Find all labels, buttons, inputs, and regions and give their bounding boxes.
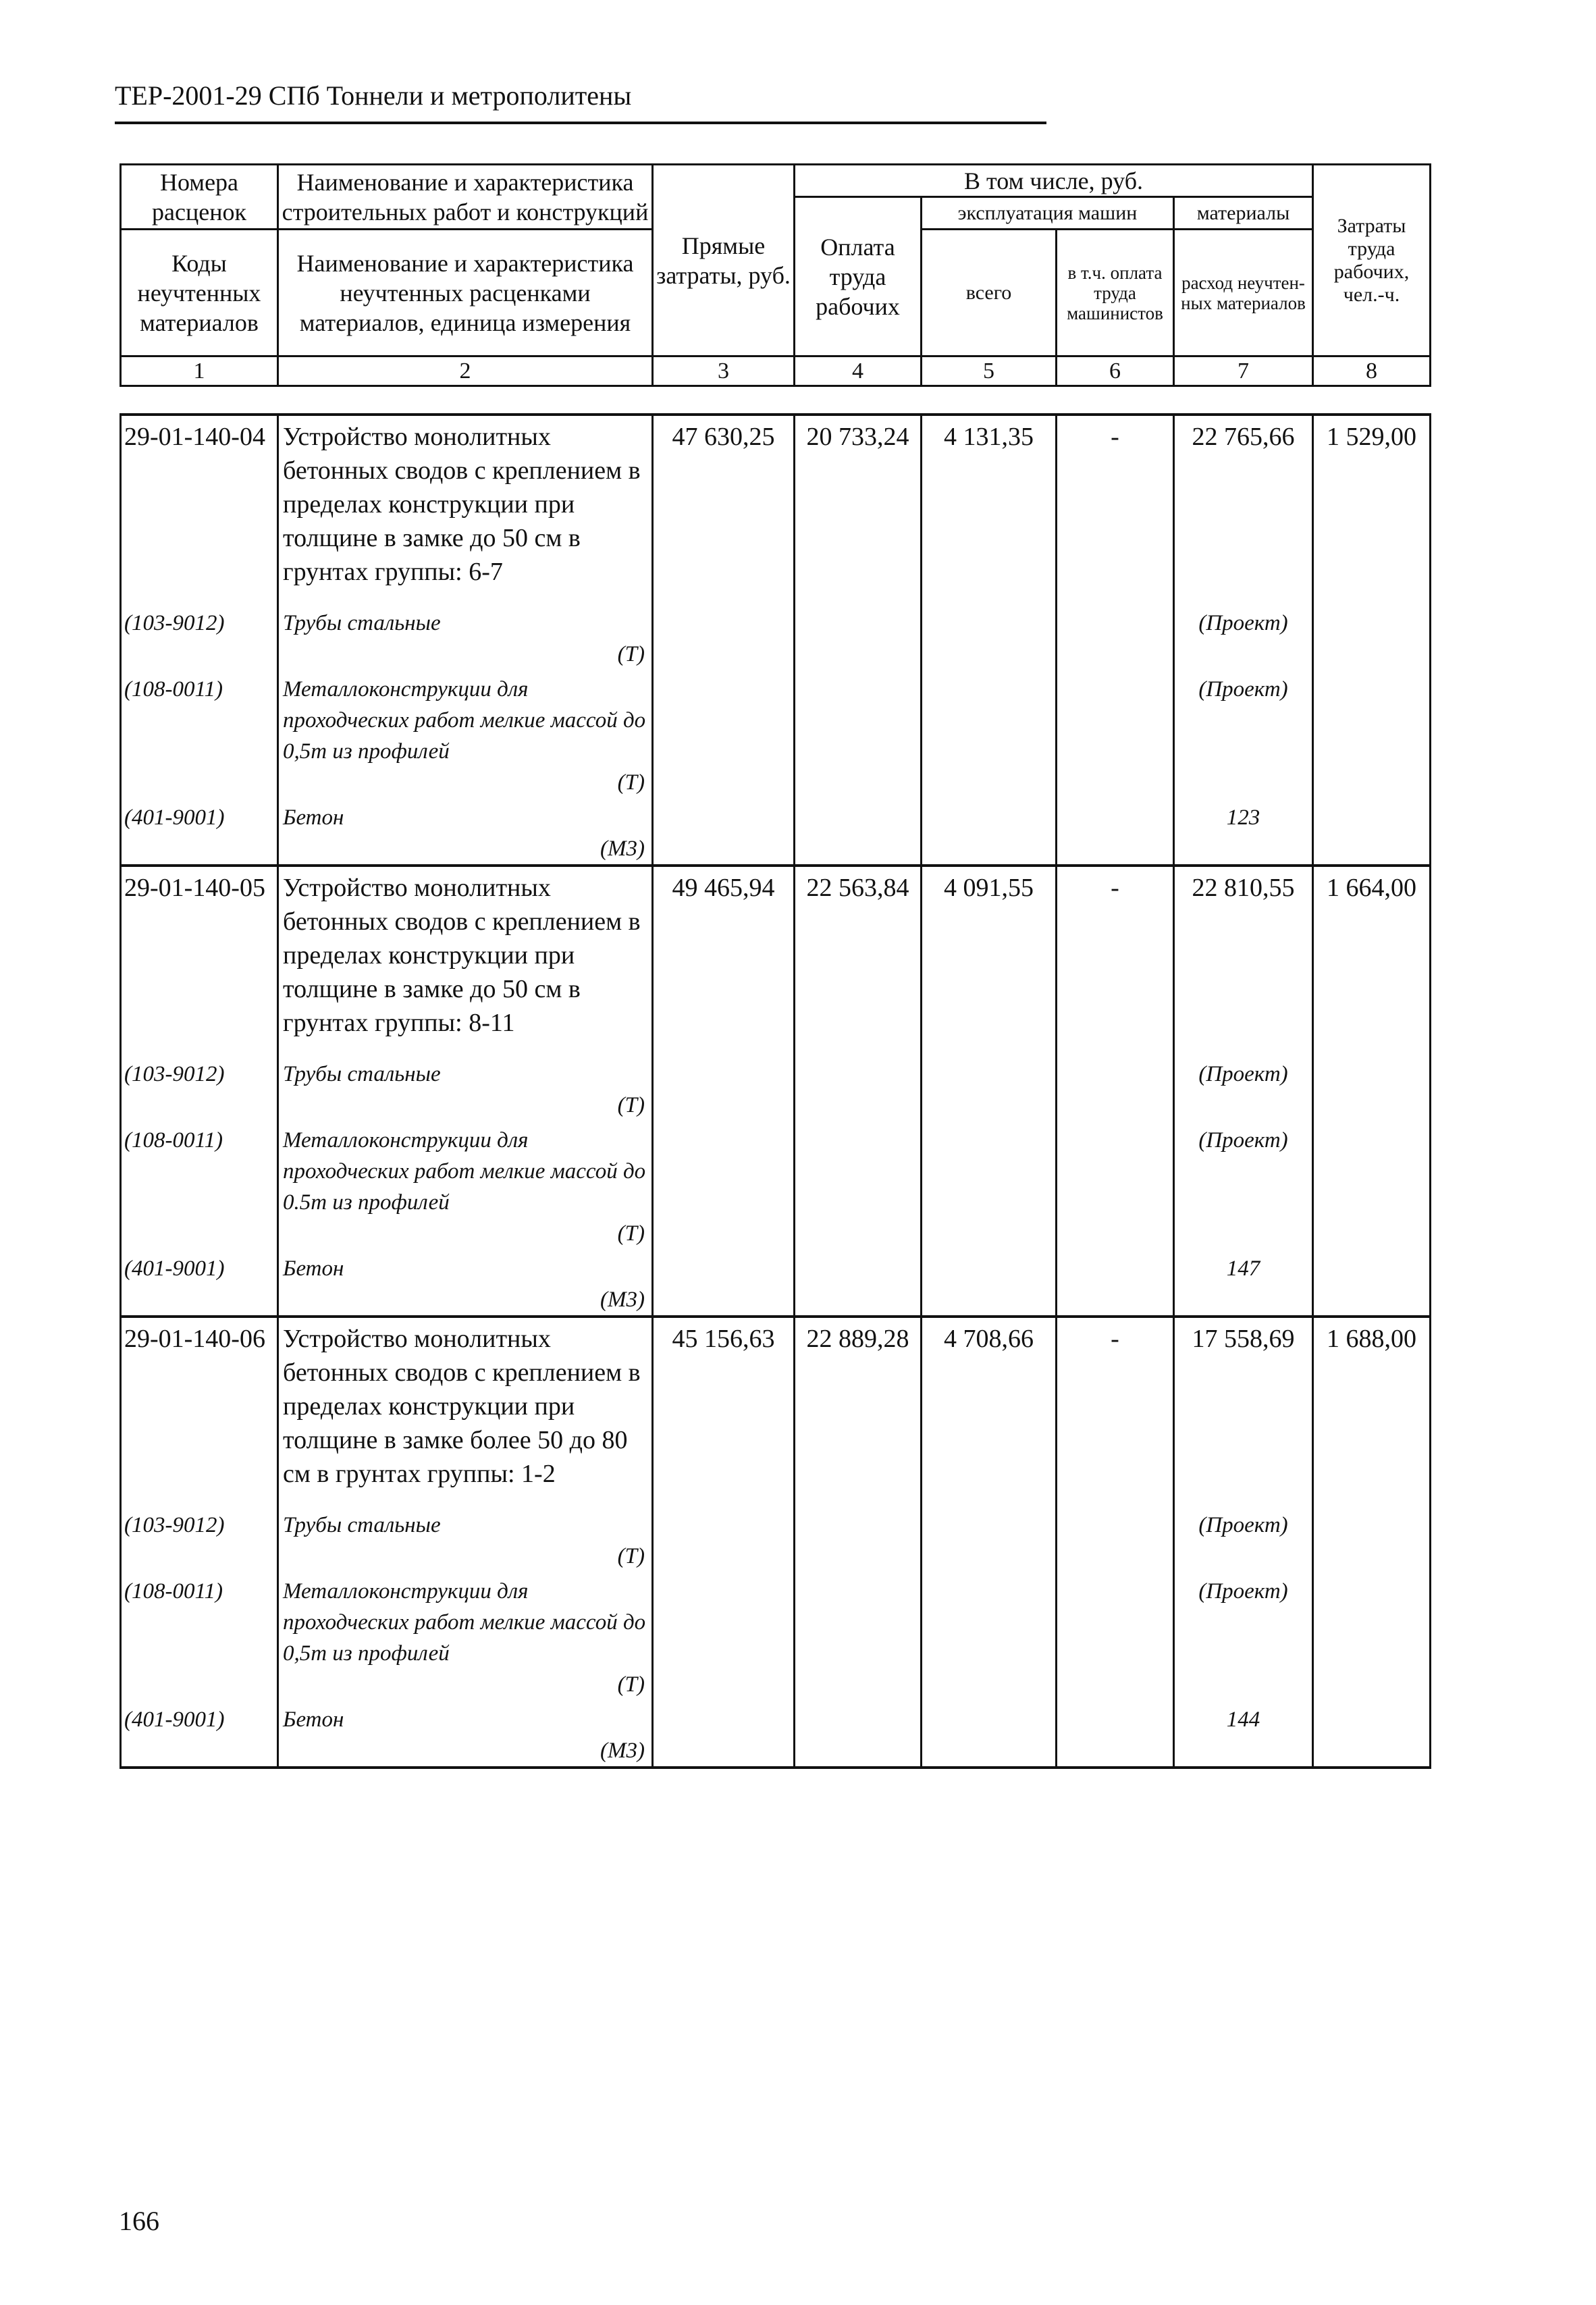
material-unit: (М3): [600, 1288, 645, 1312]
material-unit: (Т): [617, 770, 645, 795]
header-rate-numbers: Номера расценок: [121, 165, 278, 230]
column-number-8: 8: [1313, 356, 1431, 386]
machinists-pay: -: [1057, 415, 1174, 604]
column-number-4: 4: [795, 356, 922, 386]
column-number-7: 7: [1174, 356, 1313, 386]
material-amount: (Проект): [1174, 604, 1313, 670]
material-code: (401-9001): [121, 1249, 278, 1317]
page-title: ТЕР-2001-29 СПб Тоннели и метрополитены: [115, 80, 632, 111]
material-unit: (Т): [617, 1221, 645, 1246]
material-code: (108-0011): [121, 670, 278, 798]
material-code: (108-0011): [121, 1572, 278, 1700]
machines-total: 4 091,55: [922, 866, 1057, 1055]
rate-name: Устройство монолитных бетонных сводов с креплением в пределах конструкции при толщине в замке до 50 см в грунтах группы: 8-11: [278, 866, 653, 1055]
labor-pay: 22 563,84: [795, 866, 922, 1055]
material-row: [121, 1121, 1431, 1249]
header-direct-costs: Прямые затраты, руб.: [653, 165, 795, 356]
table-row: [121, 866, 1431, 1055]
rate-code: 29-01-140-06: [121, 1317, 278, 1506]
material-unit: (Т): [617, 1093, 645, 1117]
material-amount: 144: [1174, 1700, 1313, 1768]
machinists-pay: -: [1057, 1317, 1174, 1506]
rate-name: Устройство монолитных бетонных сводов с креплением в пределах конструкции при толщине в замке более 50 до 80 см в грунтах группы: 1-2: [278, 1317, 653, 1506]
header-group-including: В том числе, руб.: [795, 165, 1313, 197]
material-row: [121, 1572, 1431, 1700]
material-name: Металлоконструкции для проходческих работ мелкие массой до 0,5т из профилей: [283, 677, 646, 764]
material-name: Трубы стальные: [283, 1513, 441, 1537]
material-row: [121, 798, 1431, 866]
material-unit: (М3): [600, 1739, 645, 1763]
column-number-6: 6: [1057, 356, 1174, 386]
rate-code: 29-01-140-04: [121, 415, 278, 604]
material-row: [121, 1506, 1431, 1572]
header-materials-group: материалы: [1174, 197, 1313, 230]
material-row: [121, 604, 1431, 670]
material-code: (108-0011): [121, 1121, 278, 1249]
table-row: [121, 1317, 1431, 1506]
material-amount: (Проект): [1174, 1055, 1313, 1121]
column-number-3: 3: [653, 356, 795, 386]
material-name: Трубы стальные: [283, 1062, 441, 1086]
material-amount: 147: [1174, 1249, 1313, 1317]
machinists-pay: -: [1057, 866, 1174, 1055]
material-row: [121, 1249, 1431, 1317]
material-code: (401-9001): [121, 798, 278, 866]
materials-cost: 17 558,69: [1174, 1317, 1313, 1506]
column-number-1: 1: [121, 356, 278, 386]
material-name: Бетон: [283, 1707, 344, 1732]
header-material-codes: Коды неучтенных материалов: [121, 230, 278, 356]
material-amount: 123: [1174, 798, 1313, 866]
materials-cost: 22 765,66: [1174, 415, 1313, 604]
material-name: Бетон: [283, 1256, 344, 1281]
title-rule: [115, 122, 1046, 124]
machines-total: 4 708,66: [922, 1317, 1057, 1506]
material-unit: (М3): [600, 837, 645, 861]
rate-name: Устройство монолитных бетонных сводов с креплением в пределах конструкции при толщине в замке до 50 см в грунтах группы: 6-7: [278, 415, 653, 604]
material-amount: (Проект): [1174, 1506, 1313, 1572]
material-name: Бетон: [283, 805, 344, 830]
material-unit: (Т): [617, 1672, 645, 1697]
material-unit: (Т): [617, 1544, 645, 1568]
labor-pay: 20 733,24: [795, 415, 922, 604]
direct-costs: 45 156,63: [653, 1317, 795, 1506]
material-code: (401-9001): [121, 1700, 278, 1768]
header-material-name: Наименование и характеристика неучтенных расценками материалов, единица измерения: [278, 230, 653, 356]
column-number-2: 2: [278, 356, 653, 386]
labor-pay: 22 889,28: [795, 1317, 922, 1506]
material-unit: (Т): [617, 642, 645, 666]
material-name: Металлоконструкции для проходческих работ мелкие массой до 0.5т из профилей: [283, 1128, 646, 1215]
header-work-name: Наименование и характеристика строительных работ и конструкций: [278, 165, 653, 230]
header-labor-hours: Затраты труда рабочих, чел.-ч.: [1313, 165, 1431, 356]
page-number: 166: [119, 2206, 159, 2236]
labor-hours: 1 529,00: [1313, 415, 1431, 604]
material-amount: (Проект): [1174, 1572, 1313, 1700]
material-code: (103-9012): [121, 604, 278, 670]
column-number-5: 5: [922, 356, 1057, 386]
labor-hours: 1 688,00: [1313, 1317, 1431, 1506]
rates-table: [119, 413, 1431, 1769]
header-machines-group: эксплуатация машин: [922, 197, 1174, 230]
machines-total: 4 131,35: [922, 415, 1057, 604]
table-row: [121, 415, 1431, 604]
material-name: Металлоконструкции для проходческих работ мелкие массой до 0,5т из профилей: [283, 1579, 646, 1666]
header-labor-pay: Оплата труда рабочих: [795, 197, 922, 356]
material-code: (103-9012): [121, 1506, 278, 1572]
material-row: [121, 1055, 1431, 1121]
header-machinists-pay: в т.ч. оплата труда машинистов: [1057, 230, 1174, 356]
header-machines-total: всего: [922, 230, 1057, 356]
header-unaccounted-materials: расход неучтен-ных материалов: [1174, 230, 1313, 356]
material-amount: (Проект): [1174, 1121, 1313, 1249]
materials-cost: 22 810,55: [1174, 866, 1313, 1055]
material-code: (103-9012): [121, 1055, 278, 1121]
direct-costs: 47 630,25: [653, 415, 795, 604]
material-amount: (Проект): [1174, 670, 1313, 798]
direct-costs: 49 465,94: [653, 866, 795, 1055]
table-header: [119, 163, 1431, 387]
rate-code: 29-01-140-05: [121, 866, 278, 1055]
material-name: Трубы стальные: [283, 611, 441, 635]
labor-hours: 1 664,00: [1313, 866, 1431, 1055]
material-row: [121, 670, 1431, 798]
material-row: [121, 1700, 1431, 1768]
